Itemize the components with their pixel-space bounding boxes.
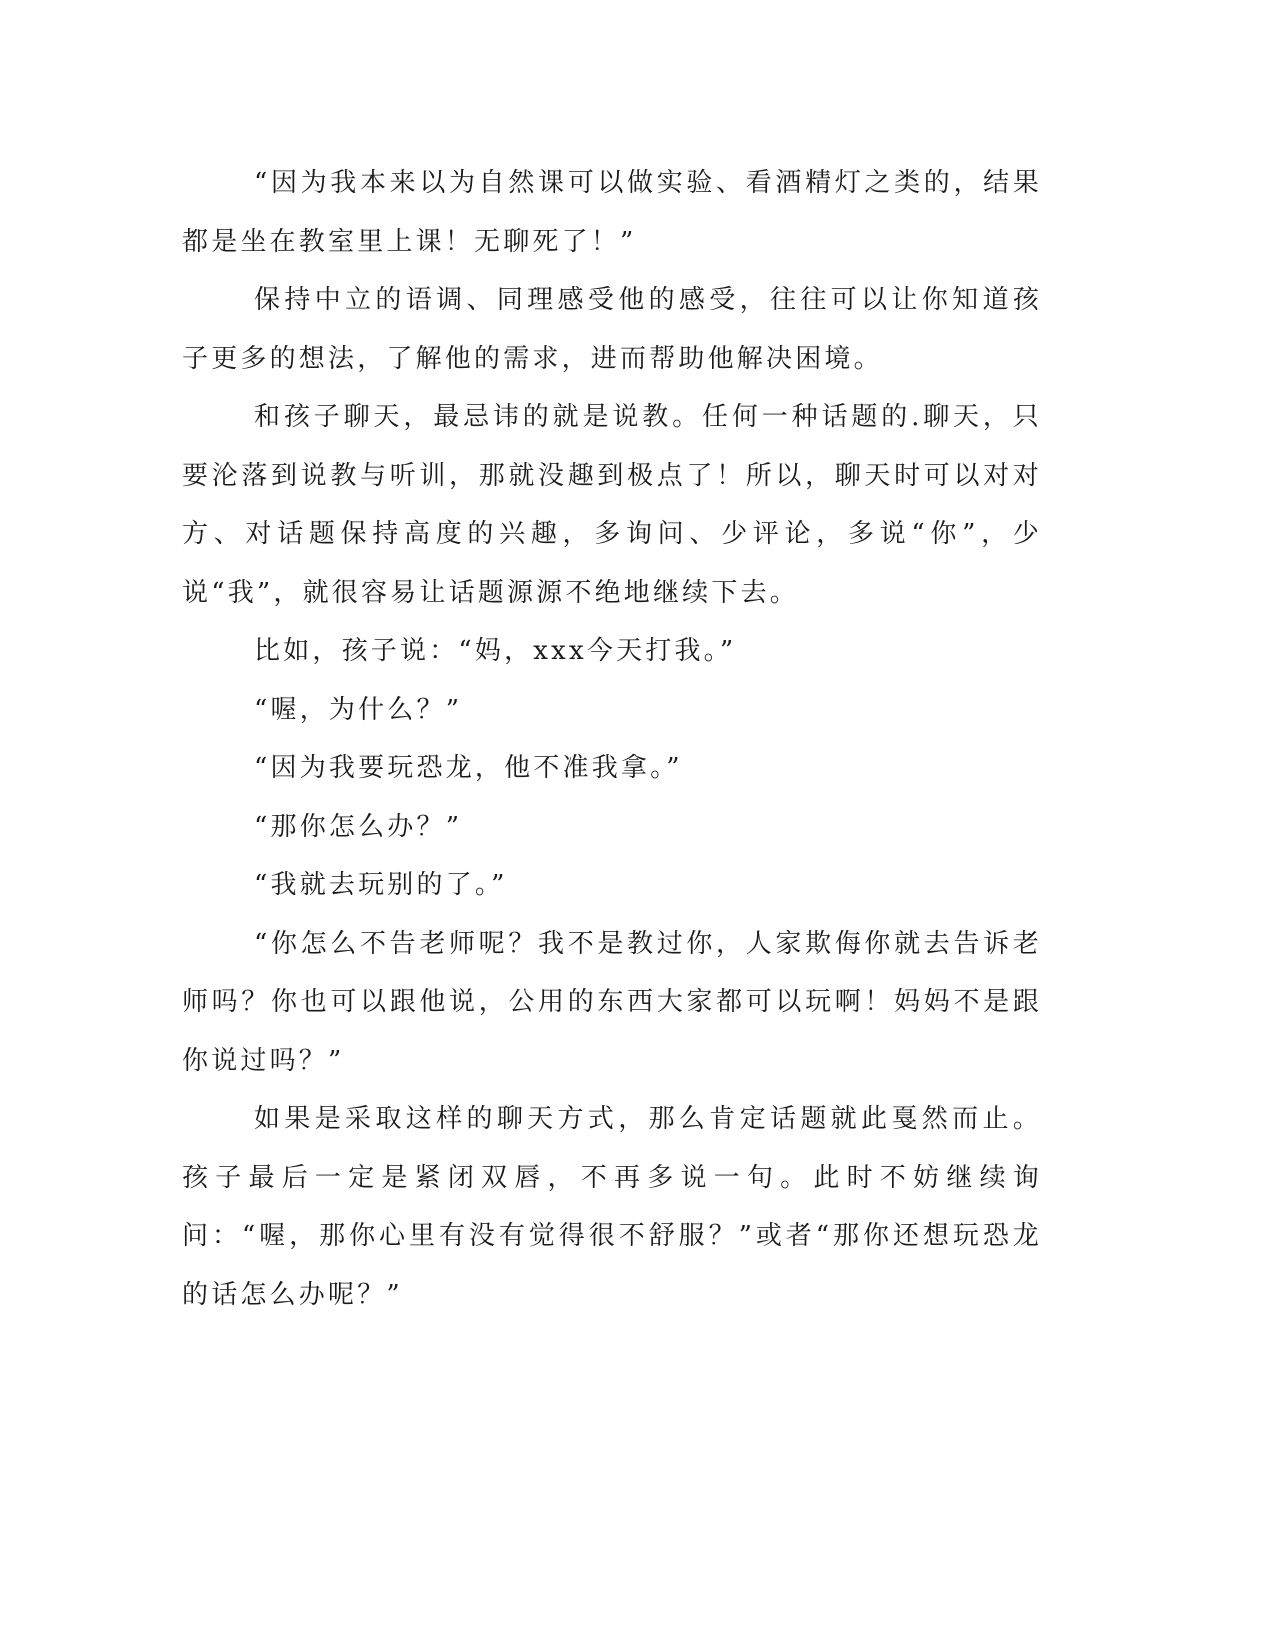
paragraph-8: “我就去玩别的了。” (254, 870, 508, 900)
document-body (182, 154, 1042, 1324)
paragraph-5: “喔，为什么？” (254, 694, 463, 725)
paragraph-6: “因为我要玩恐龙，他不准我拿。” (254, 753, 683, 783)
paragraph-1: “因为我本来以为自然课可以做实验、看酒精灯之类的，结果都是坐在教室里上课！无聊死了！” (182, 168, 1042, 257)
paragraph-7: “那你怎么办？” (254, 811, 463, 842)
paragraph-2: 保持中立的语调、同理感受他的感受，往往可以让你知道孩子更多的想法，了解他的需求，进而帮助他解决困境。 (182, 285, 1042, 374)
paragraph-9: “你怎么不告老师呢？我不是教过你，人家欺侮你就去告诉老师吗？你也可以跟他说，公用的东西大家都可以玩啊！妈妈不是跟你说过吗？” (182, 928, 1042, 1076)
paragraph-4: 比如，孩子说：“妈，xxx今天打我。” (254, 636, 737, 666)
paragraph-3: 和孩子聊天，最忌讳的就是说教。任何一种话题的.聊天，只要沦落到说教与听训，那就没趣到极点了！所以，聊天时可以对对方、对话题保持高度的兴趣，多询问、少评论，多说“你”，少说“我”，就很容易让话题源源不绝地继续下去。 (182, 402, 1042, 608)
paragraph-10: 如果是采取这样的聊天方式，那么肯定话题就此戛然而止。孩子最后一定是紧闭双唇，不再多说一句。此时不妨继续询问：“喔，那你心里有没有觉得很不舒服？”或者“那你还想玩恐龙的话怎么办呢？” (182, 1104, 1042, 1310)
